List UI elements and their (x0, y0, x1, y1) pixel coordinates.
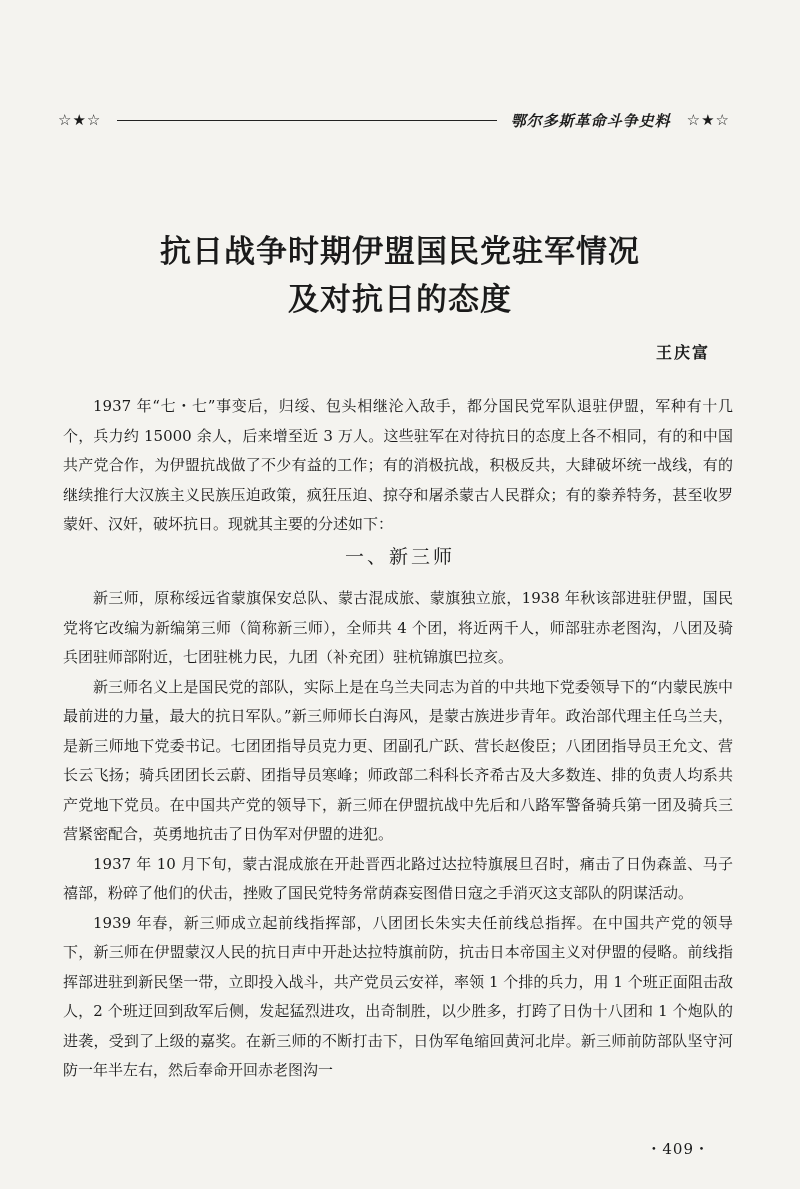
article-title-line-1: 抗日战争时期伊盟国民党驻军情况 (160, 234, 640, 270)
article-title-line-2: 及对抗日的态度 (288, 282, 512, 318)
body-paragraph-4: 1939 年春，新三师成立起前线指挥部，八团团长朱实夫任前线总指挥。在中国共产党的领导下，新三师在伊盟蒙汉人民的抗日声中开赴达拉特旗前防，抗击日本帝国主义对伊盟的侵略。前线指挥部进驻到新民堡一带，立即投入战斗，共产党员云安祥，率领 1 个排的兵力，用 1 个班正面阻击敌人，2 个班迂回到敌军后侧，发起猛烈进攻，出奇制胜，以少胜多，打跨了日伪十八团和 1 个炮队的进袭，受到了上级的嘉奖。在新三师的不断打击下，日伪军龟缩回黄河北岸。新三师前防部队坚守河防一年半左右，然后奉命开回赤老图沟一 (63, 913, 733, 1079)
page-number: ・409・ (646, 1140, 710, 1158)
author-name: 王庆富 (655, 343, 710, 362)
right-star-ornament: ☆★☆ (686, 111, 730, 129)
section-body (63, 584, 733, 1086)
intro-block (63, 392, 733, 540)
header-rule (117, 120, 496, 121)
body-paragraph-1: 新三师，原称绥远省蒙旗保安总队、蒙古混成旅、蒙旗独立旅，1938 年秋该部进驻伊盟，国民党将它改编为新编第三师（简称新三师），全师共 4 个团，将近两千人，师部驻赤老图沟，八团及骑兵团驻师部附近，七团驻桃力民，九团（补充团）驻杭锦旗巴拉亥。 (63, 589, 733, 666)
intro-paragraph: 1937 年“七・七”事变后，归绥、包头相继沦入敌手，都分国民党军队退驻伊盟，军种有十几个，兵力约 15000 余人，后来增至近 3 万人。这些驻军在对待抗日的态度上各不相同，有的和中国共产党合作，为伊盟抗战做了不少有益的工作；有的消极抗战，积极反共，大肆破坏统一战线，有的继续推行大汉族主义民族压迫政策，疯狂压迫、掠夺和屠杀蒙古人民群众；有的豢养特务，甚至收罗蒙奸、汉奸，破坏抗日。现就其主要的分述如下： (63, 397, 733, 533)
body-paragraph-2: 新三师名义上是国民党的部队，实际上是在乌兰夫同志为首的中共地下党委领导下的“内蒙民族中最前进的力量，最大的抗日军队。”新三师师长白海风，是蒙古族进步青年。政治部代理主任乌兰夫，是新三师地下党委书记。七团团指导员克力更、团副孔广跃、营长赵俊臣；八团团指导员王允文、营长云飞扬；骑兵团团长云蔚、团指导员寒峰；师政部二科科长齐希古及大多数连、排的负责人均系共产党地下党员。在中国共产党的领导下，新三师在伊盟抗战中先后和八路军警备骑兵第一团及骑兵三营紧密配合，英勇地抗击了日伪军对伊盟的进犯。 (63, 677, 733, 843)
section-heading: 一、新三师 (344, 546, 455, 568)
running-header-title: 鄂尔多斯革命斗争史料 (510, 111, 671, 130)
running-header (58, 108, 730, 132)
left-star-ornament: ☆★☆ (58, 111, 102, 129)
body-paragraph-3: 1937 年 10 月下旬，蒙古混成旅在开赴晋西北路过达拉特旗展旦召时，痛击了日伪森盖、马子禧部，粉碎了他们的伏击，挫败了国民党特务常荫森妄图借日寇之手消灭这支部队的阴谋活动。 (63, 854, 733, 902)
